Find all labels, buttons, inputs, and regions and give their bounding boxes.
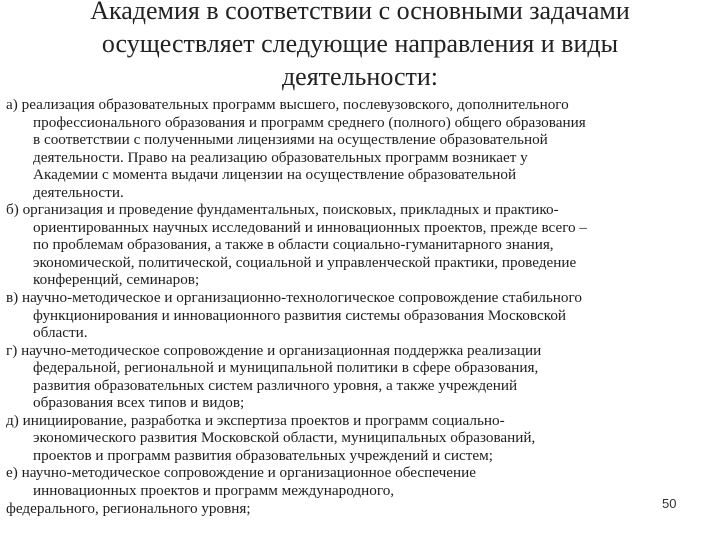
list-item-line: экономической, политической, социальной и управленческой практики, проведение — [33, 253, 577, 271]
list-item-line: области. — [33, 324, 88, 342]
list-item-line: ориентированных научных исследований и инновационных проектов, прежде всего – — [33, 218, 588, 236]
list-item-line: а) реализация образовательных программ высшего, послевузовского, дополнительного — [6, 96, 569, 113]
list-item-line: экономического развития Московской области, муниципальных образований, — [33, 429, 536, 447]
list-item-line: д) инициирование, разработка и экспертиза проектов и программ социально- — [6, 411, 505, 429]
list-item-line: б) организация и проведение фундаментальных, поисковых, прикладных и практико- — [6, 201, 559, 219]
list-item-line: в соответствии с полученными лицензиями на осуществление образовательной — [33, 131, 548, 149]
list-item-line: образования всех типов и видов; — [33, 394, 245, 412]
list-item-line: е) научно-методическое сопровождение и организационное обеспечение — [6, 464, 476, 482]
list-item-d — [6, 412, 714, 465]
list-item-g — [6, 342, 714, 412]
list-item-line: инновационных проектов и программ международного, — [33, 482, 395, 500]
list-item-e — [6, 464, 714, 517]
list-item-line: федеральной, региональной и муниципальной политики в сфере образования, — [33, 359, 539, 377]
list-item-line: деятельности. Право на реализацию образовательных программ возникает у — [33, 148, 528, 166]
list-item-line: Академии с момента выдачи лицензии на осуществление образовательной — [33, 166, 517, 184]
slide-title — [0, 0, 720, 93]
list-item-line: г) научно-методическое сопровождение и организационная поддержка реализации — [6, 341, 542, 359]
list-item-line: развития образовательных систем различного уровня, а также учреждений — [33, 376, 518, 394]
list-item-line: функционирования и инновационного развития системы образования Московской — [33, 306, 567, 324]
list-item-line: в) научно-методическое и организационно-технологическое сопровождение стабильного — [6, 289, 582, 307]
list-item-v — [6, 289, 714, 342]
list-item-line: проектов и программ развития образовательных учреждений и систем; — [33, 446, 493, 464]
list-item-line: конференций, семинаров; — [33, 271, 200, 289]
title-line: деятельности: — [281, 62, 439, 91]
list-item-line: деятельности. — [33, 183, 124, 201]
list-item-a — [6, 96, 714, 201]
list-item-b — [6, 201, 714, 289]
title-line: осуществляет следующие направления и виды — [101, 29, 619, 58]
list-item-line: по проблемам образования, а также в области социально-гуманитарного знания, — [33, 236, 554, 254]
title-line: Академия в соответствии с основными задачами — [90, 0, 630, 25]
activity-list — [6, 96, 714, 517]
list-item-line: профессионального образования и программ среднего (полного) общего образования — [33, 113, 586, 131]
page-number: 50 — [662, 496, 677, 511]
list-item-line: федерального, регионального уровня; — [6, 499, 251, 517]
